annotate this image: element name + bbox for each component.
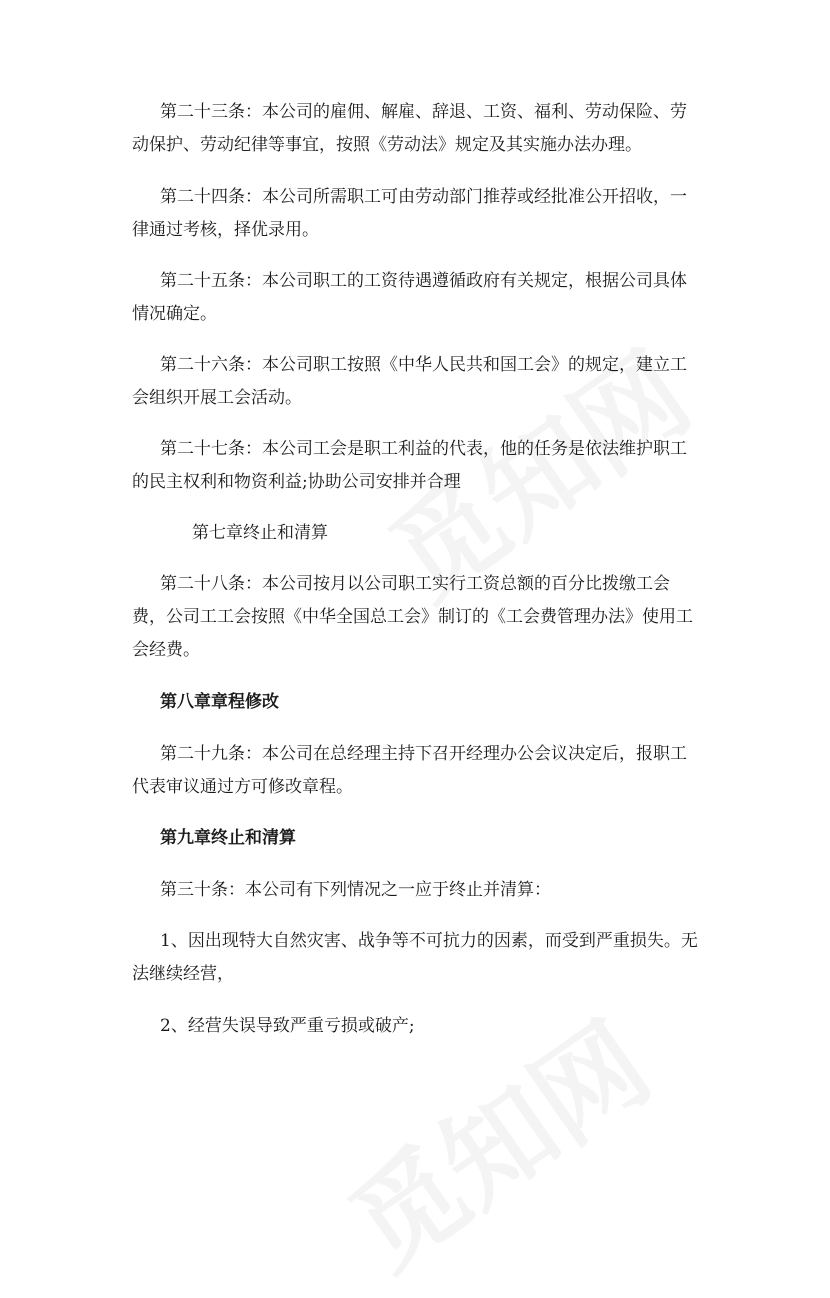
list-item-2: 2、经营失误导致严重亏损或破产; [160, 1016, 415, 1036]
article-25: 第二十五条：本公司职工的工资待遇遵循政府有关规定，根据公司具体情况确定。 [132, 271, 687, 324]
article-27: 第二十七条：本公司工会是职工利益的代表，他的任务是依法维护职工的民主权利和物资利益;协助公司安排并合理 [132, 439, 687, 492]
article-23: 第二十三条：本公司的雇佣、解雇、辞退、工资、福利、劳动保险、劳动保护、劳动纪律等事宜，按照《劳动法》规定及其实施办法办理。 [132, 102, 687, 155]
article-26: 第二十六条：本公司职工按照《中华人民共和国工会》的规定，建立工会组织开展工会活动。 [132, 355, 687, 408]
chapter-9-heading: 第九章终止和清算 [160, 828, 296, 848]
chapter-7-heading: 第七章终止和清算 [192, 523, 328, 543]
article-30: 第三十条：本公司有下列情况之一应于终止并清算： [160, 880, 551, 900]
chapter-8-heading: 第八章章程修改 [160, 692, 279, 712]
article-24: 第二十四条：本公司所需职工可由劳动部门推荐或经批准公开招收，一律通过考核，择优录用。 [132, 187, 687, 240]
article-29: 第二十九条：本公司在总经理主持下召开经理办公会议决定后，报职工代表审议通过方可修改章程。 [132, 744, 687, 797]
list-item-1: 1、因出现特大自然灾害、战争等不可抗力的因素，而受到严重损失。无法继续经营， [132, 931, 698, 984]
article-28: 第二十八条：本公司按月以公司职工实行工资总额的百分比拨缴工会费，公司工工会按照《中华全国总工会》制订的《工会费管理办法》使用工会经费。 [132, 574, 693, 660]
